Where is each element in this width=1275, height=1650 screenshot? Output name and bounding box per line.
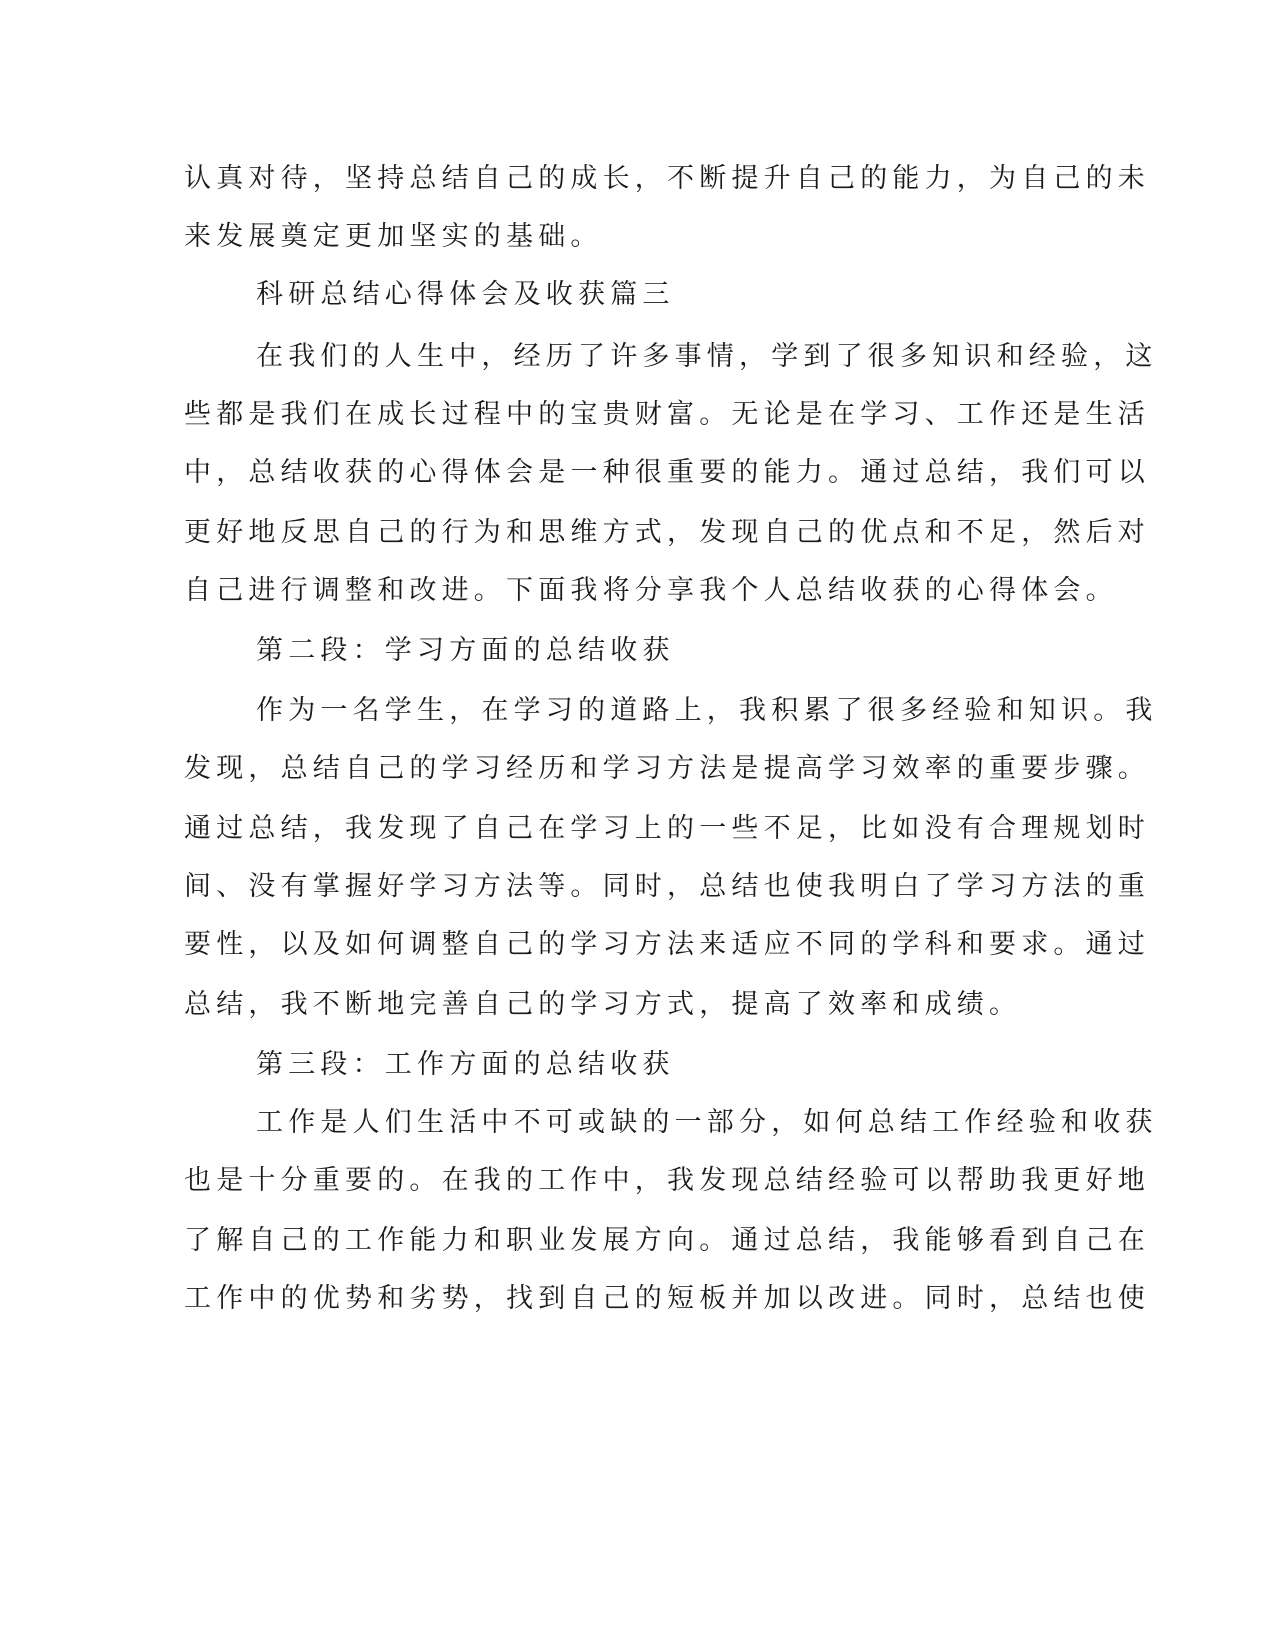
text-line: 工作中的优势和劣势，找到自己的短板并加以改进。同时，总结也使 (184, 1283, 1150, 1314)
section-heading: 第二段：学习方面的总结收获 (256, 635, 675, 666)
text-line: 认真对待，坚持总结自己的成长，不断提升自己的能力，为自己的未 (184, 163, 1150, 194)
text-line: 些都是我们在成长过程中的宝贵财富。无论是在学习、工作还是生活 (184, 399, 1150, 430)
text-line: 要性，以及如何调整自己的学习方法来适应不同的学科和要求。通过 (184, 929, 1150, 960)
text-line: 在我们的人生中，经历了许多事情，学到了很多知识和经验，这 (256, 341, 1158, 372)
section-heading: 第三段：工作方面的总结收获 (256, 1049, 675, 1080)
text-line: 发现，总结自己的学习经历和学习方法是提高学习效率的重要步骤。 (184, 753, 1150, 784)
text-line: 作为一名学生，在学习的道路上，我积累了很多经验和知识。我 (256, 695, 1158, 726)
text-line: 总结，我不断地完善自己的学习方式，提高了效率和成绩。 (184, 989, 1022, 1020)
text-line: 通过总结，我发现了自己在学习上的一些不足，比如没有合理规划时 (184, 813, 1150, 844)
text-line: 更好地反思自己的行为和思维方式，发现自己的优点和不足，然后对 (184, 517, 1150, 548)
text-line: 也是十分重要的。在我的工作中，我发现总结经验可以帮助我更好地 (184, 1165, 1150, 1196)
text-line: 工作是人们生活中不可或缺的一部分，如何总结工作经验和收获 (256, 1107, 1158, 1138)
section-heading: 科研总结心得体会及收获篇三 (256, 279, 675, 310)
text-line: 自己进行调整和改进。下面我将分享我个人总结收获的心得体会。 (184, 575, 1118, 606)
text-line: 来发展奠定更加坚实的基础。 (184, 221, 603, 252)
text-line: 了解自己的工作能力和职业发展方向。通过总结，我能够看到自己在 (184, 1225, 1150, 1256)
text-line: 中，总结收获的心得体会是一种很重要的能力。通过总结，我们可以 (184, 457, 1150, 488)
text-line: 间、没有掌握好学习方法等。同时，总结也使我明白了学习方法的重 (184, 871, 1150, 902)
